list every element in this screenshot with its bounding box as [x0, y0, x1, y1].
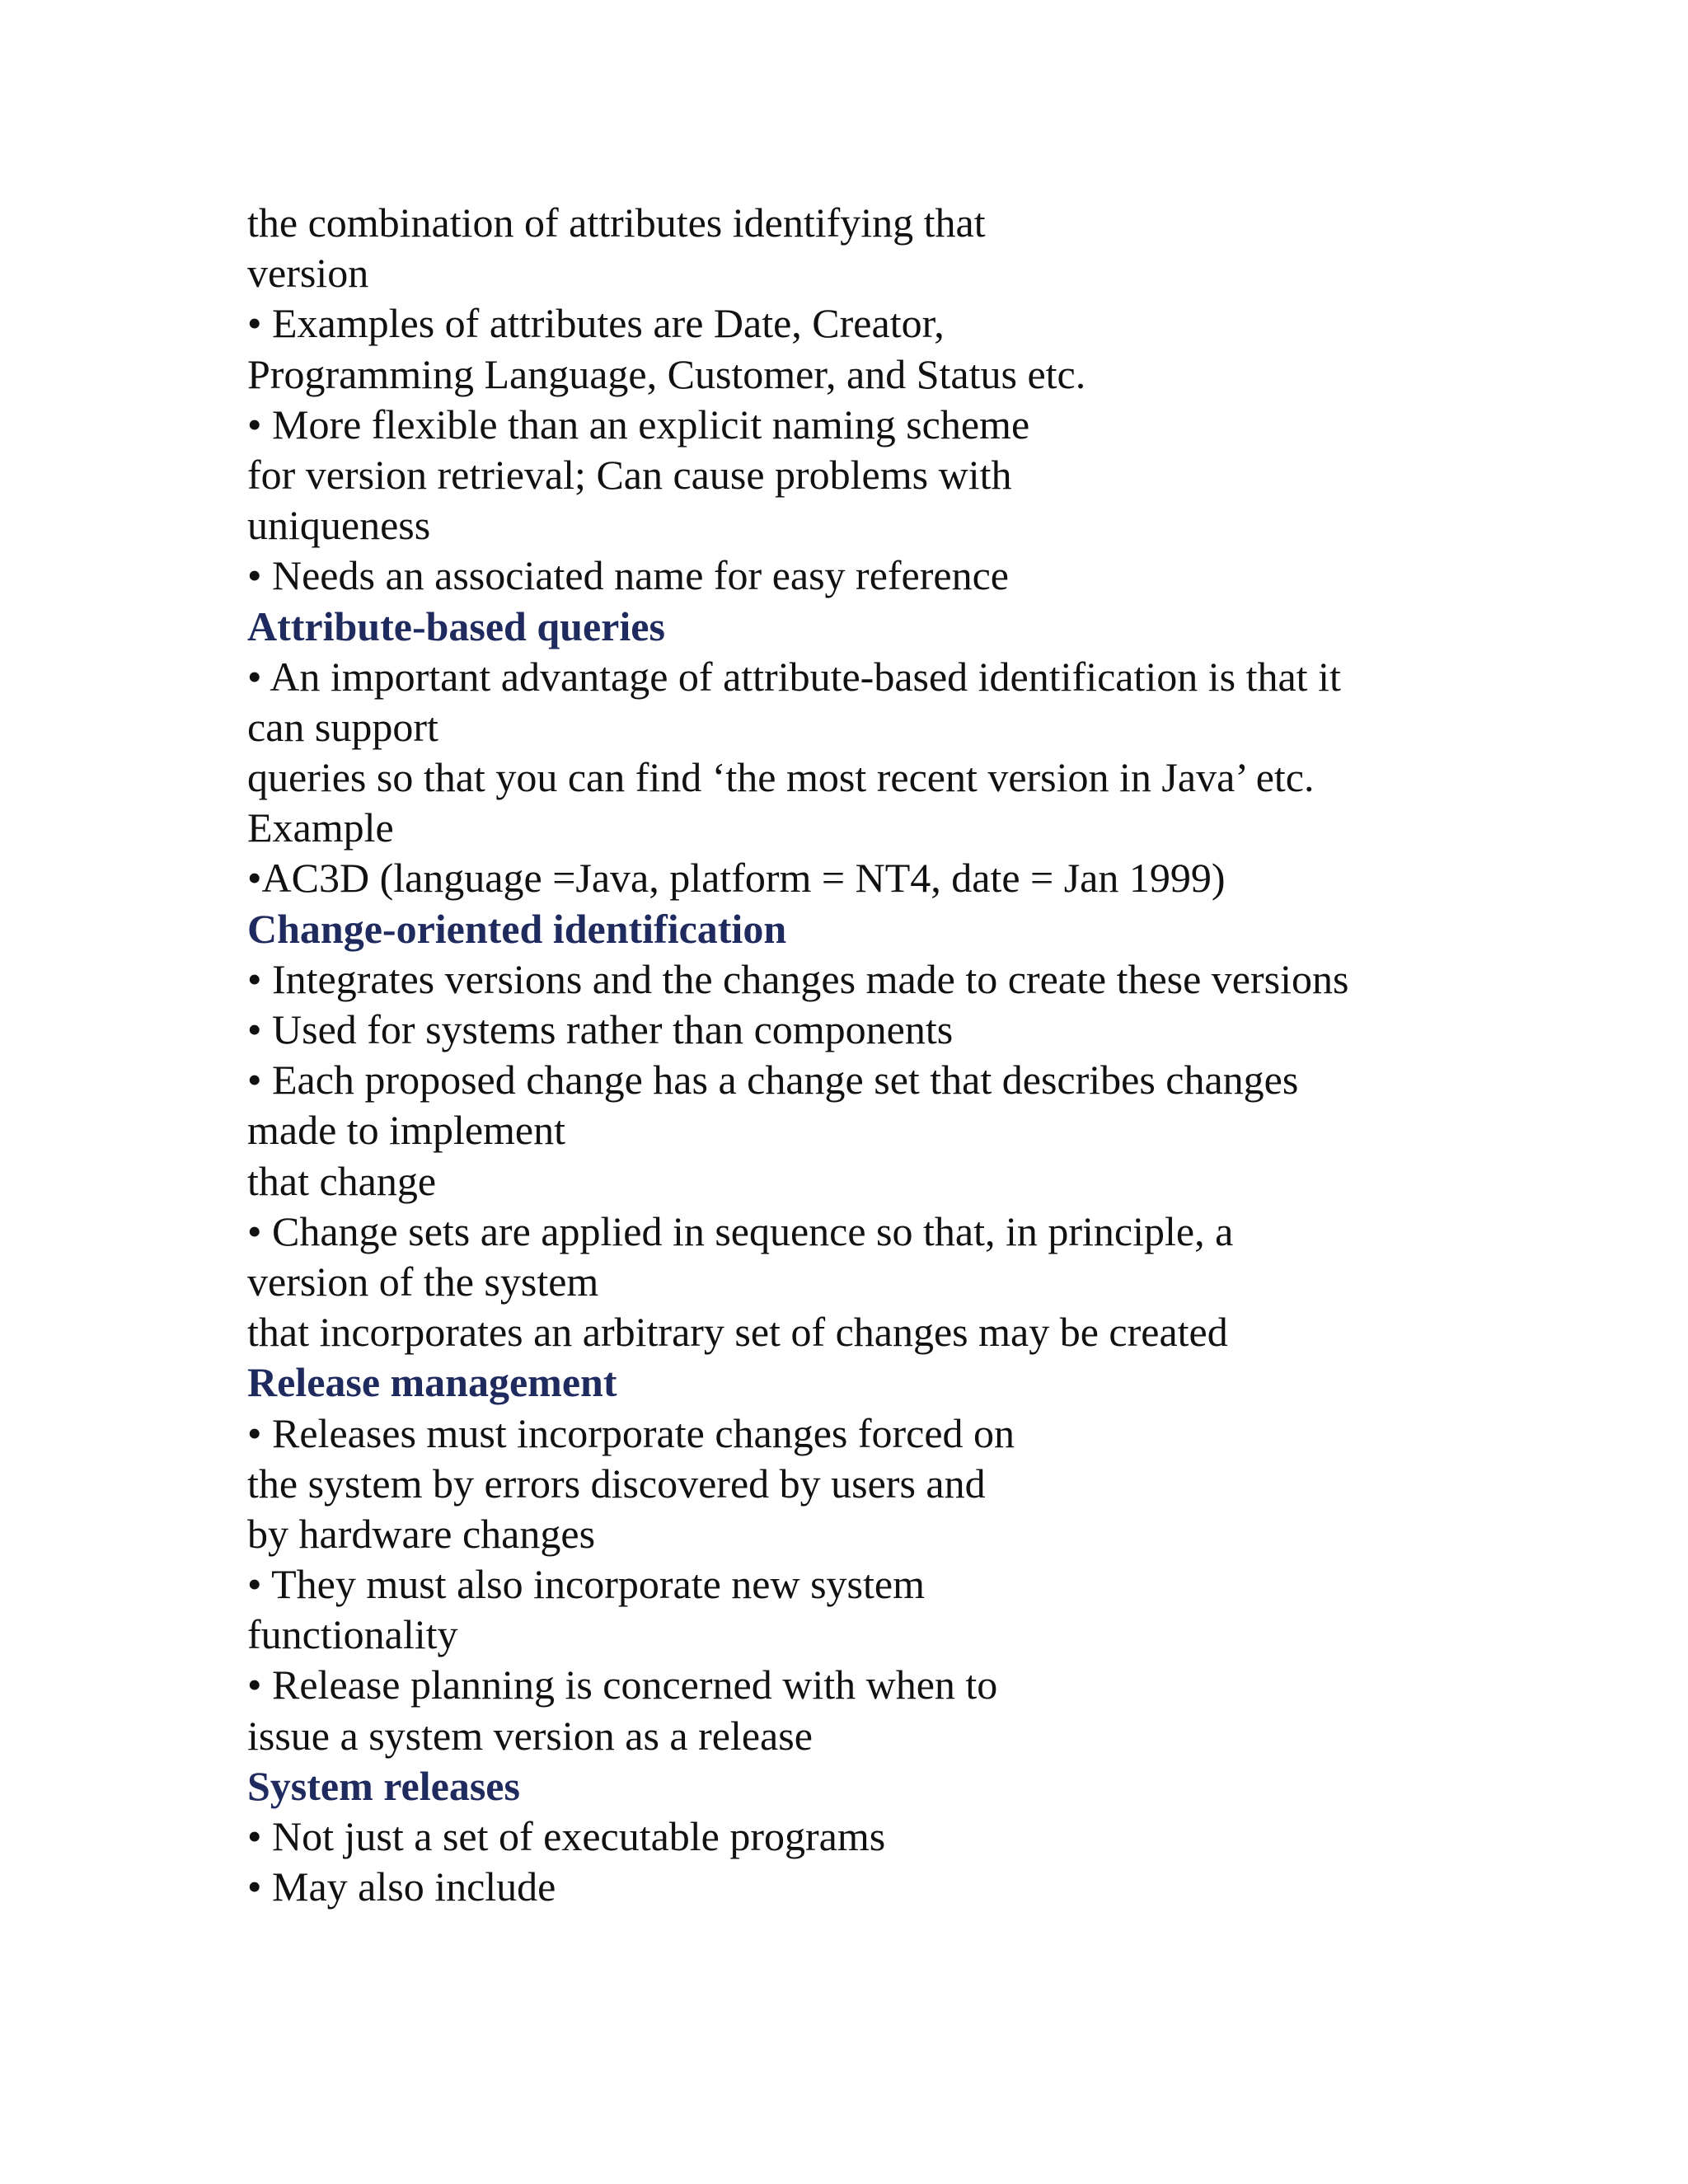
text-line: that change [247, 1157, 437, 1204]
text-line: version of the system [247, 1258, 599, 1305]
bullet-item: • Each proposed change has a change set that describes changes [247, 1057, 1299, 1104]
text-line: the system by errors discovered by users and [247, 1460, 986, 1507]
text-line: functionality [247, 1611, 458, 1658]
text-line: Example [247, 804, 394, 851]
bullet-item: • Change sets are applied in sequence so that, in principle, a [247, 1207, 1234, 1254]
bullet-item: • Examples of attributes are Date, Creator, [247, 300, 945, 347]
bullet-item: • They must also incorporate new system [247, 1561, 925, 1608]
bullet-item: • Not just a set of executable programs [247, 1813, 886, 1859]
text-line: version [247, 250, 369, 297]
text-line: the combination of attributes identifying that [247, 199, 986, 246]
bullet-item: •AC3D (language =Java, platform = NT4, date = Jan 1999) [247, 855, 1226, 902]
bullet-item: • Integrates versions and the changes made to create these versions [247, 955, 1349, 1002]
section-heading-system-releases: System releases [247, 1762, 520, 1809]
document-page [247, 198, 1533, 1912]
bullet-item: • Needs an associated name for easy reference [247, 552, 1009, 599]
text-line: can support [247, 703, 438, 750]
bullet-item: • Used for systems rather than components [247, 1006, 954, 1052]
text-line: uniqueness [247, 502, 431, 549]
text-line: for version retrieval; Can cause problems with [247, 451, 1012, 498]
bullet-item: • May also include [247, 1863, 556, 1910]
bullet-item: • An important advantage of attribute-based identification is that it [247, 653, 1341, 700]
bullet-item: • Releases must incorporate changes forced on [247, 1409, 1015, 1456]
text-line: queries so that you can find ‘the most recent version in Java’ etc. [247, 754, 1315, 801]
bullet-item: • Release planning is concerned with when to [247, 1661, 998, 1708]
text-line: that incorporates an arbitrary set of changes may be created [247, 1309, 1228, 1356]
text-line: Programming Language, Customer, and Status etc. [247, 350, 1086, 397]
section-heading-change-oriented-identification: Change-oriented identification [247, 905, 787, 952]
section-heading-attribute-based-queries: Attribute-based queries [247, 602, 665, 649]
bullet-item: • More flexible than an explicit naming scheme [247, 401, 1030, 448]
text-line: issue a system version as a release [247, 1712, 813, 1759]
text-line: by hardware changes [247, 1510, 596, 1557]
text-line: made to implement [247, 1107, 566, 1154]
section-heading-release-management: Release management [247, 1359, 617, 1406]
